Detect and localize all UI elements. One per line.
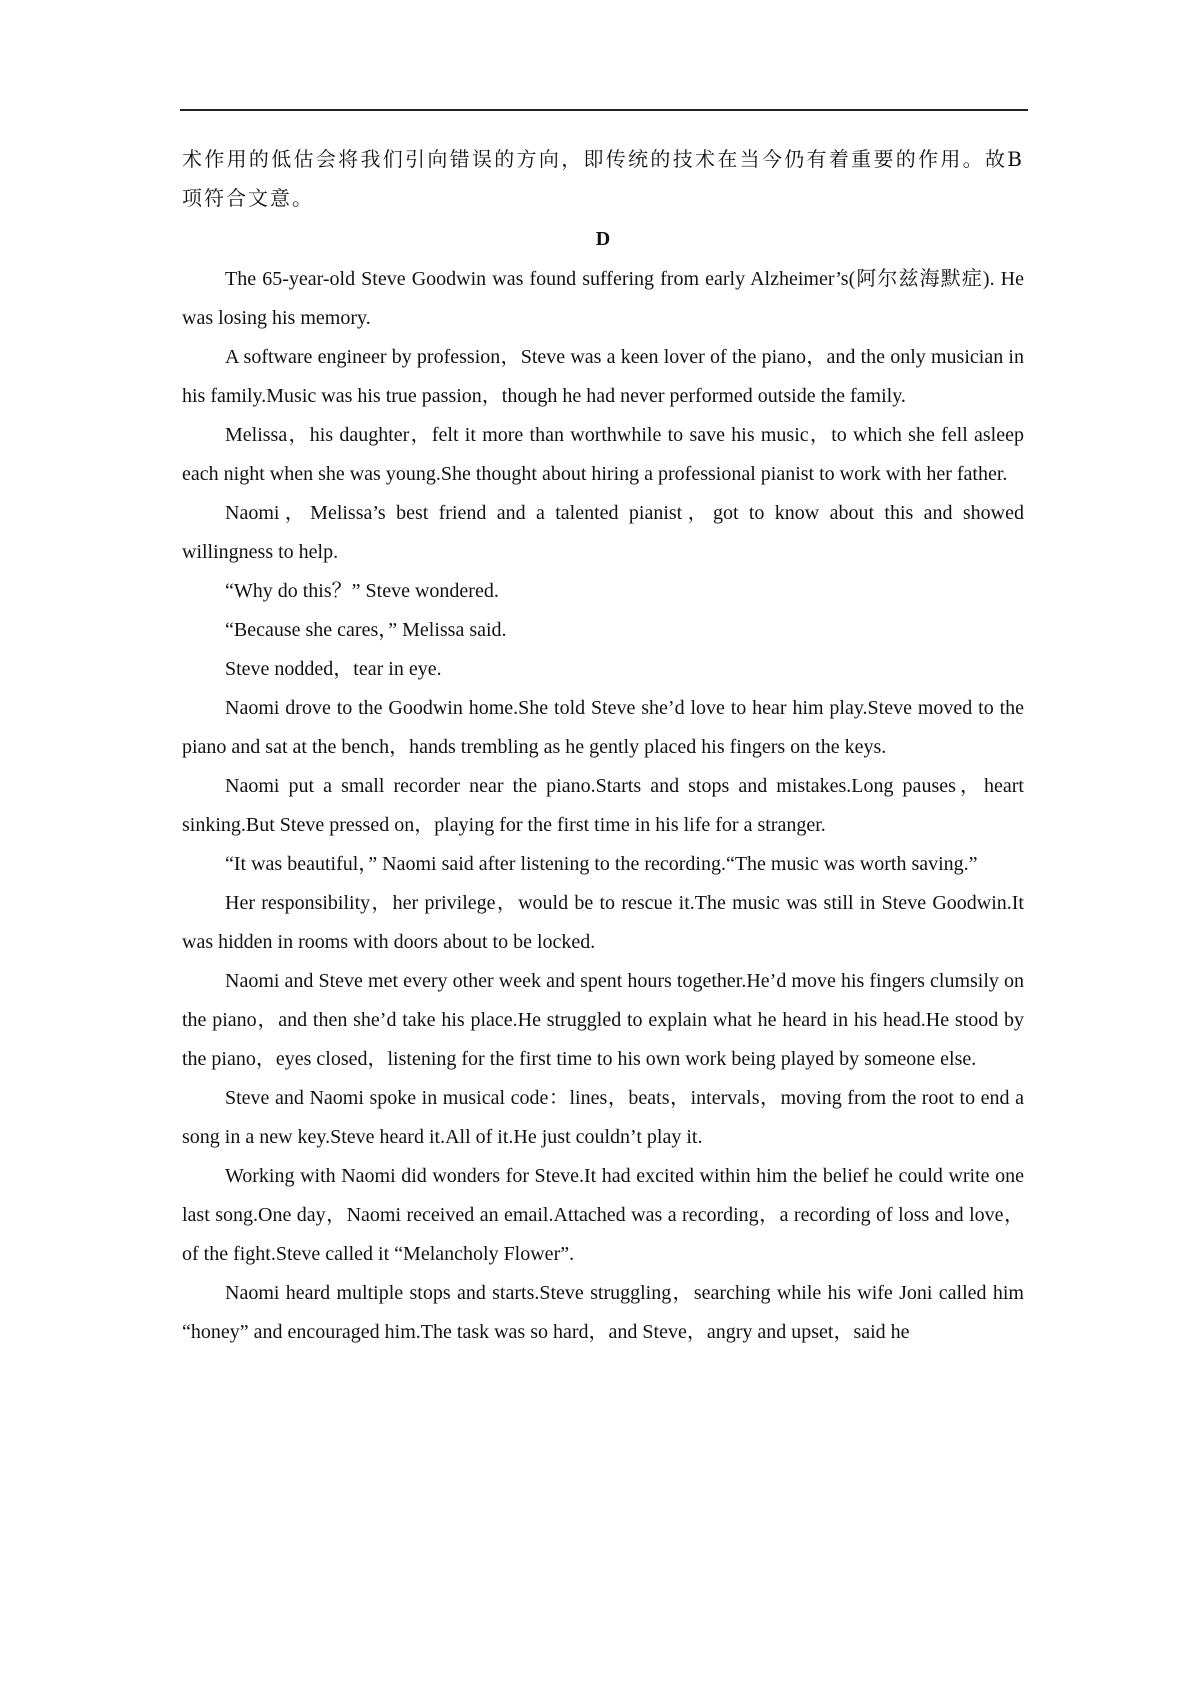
document-body [182, 140, 1024, 1352]
paragraph-13: Steve and Naomi spoke in musical code：lines，beats，intervals，moving from the root to end a song in a new key.Steve heard it.All of it.He just couldn’t play it. [182, 1087, 1024, 1148]
paragraph-11: Her responsibility，her privilege，would be to rescue it.The music was still in Steve Goodwin.It was hidden in rooms with doors about to be locked. [182, 892, 1024, 953]
paragraph-2: A software engineer by profession，Steve was a keen lover of the piano，and the only musician in his family.Music was his true passion，though he had never performed outside the family. [182, 346, 1024, 407]
paragraph-7: Steve nodded，tear in eye. [225, 658, 442, 680]
header-rule [180, 109, 1028, 111]
paragraph-9: Naomi put a small recorder near the piano.Starts and stops and mistakes.Long pauses，heart sinking.But Steve pressed on，playing for the first time in his life for a stranger. [182, 775, 1024, 836]
paragraph-10: “It was beautiful，” Naomi said after listening to the recording.“The music was worth saving.” [225, 853, 978, 875]
paragraph-14: Working with Naomi did wonders for Steve.It had excited within him the belief he could write one last song.One day，Naomi received an email.Attached was a recording，a recording of loss and love，of the fight.Steve called it “Melancholy Flower”. [182, 1165, 1024, 1265]
paragraph-15: Naomi heard multiple stops and starts.Steve struggling，searching while his wife Joni called him “honey” and encouraged him.The task was so hard，and Steve，angry and upset，said he [182, 1282, 1024, 1343]
paragraph-5: “Why do this？” Steve wondered. [225, 580, 499, 602]
paragraph-6: “Because she cares，” Melissa said. [225, 619, 507, 641]
paragraph-3: Melissa，his daughter，felt it more than worthwhile to save his music，to which she fell asleep each night when she was young.She thought about hiring a professional pianist to work with her father. [182, 424, 1024, 485]
section-heading: D [595, 228, 611, 250]
paragraph-12: Naomi and Steve met every other week and spent hours together.He’d move his fingers clumsily on the piano，and then she’d take his place.He struggled to explain what he heard in his head.He stood by the piano，eyes closed，listening for the first time to his own work being played by someone else. [182, 970, 1024, 1070]
paragraph-8: Naomi drove to the Goodwin home.She told Steve she’d love to hear him play.Steve moved to the piano and sat at the bench，hands trembling as he gently placed his fingers on the keys. [182, 697, 1024, 758]
paragraph-4: Naomi，Melissa’s best friend and a talented pianist，got to know about this and showed willingness to help. [182, 502, 1024, 563]
intro-paragraph: 术作用的低估会将我们引向错误的方向，即传统的技术在当今仍有着重要的作用。故B项符合文意。 [182, 147, 1024, 210]
paragraph-1: The 65-year-old Steve Goodwin was found suffering from early Alzheimer’s(阿尔兹海默症). He was losing his memory. [182, 268, 1024, 329]
